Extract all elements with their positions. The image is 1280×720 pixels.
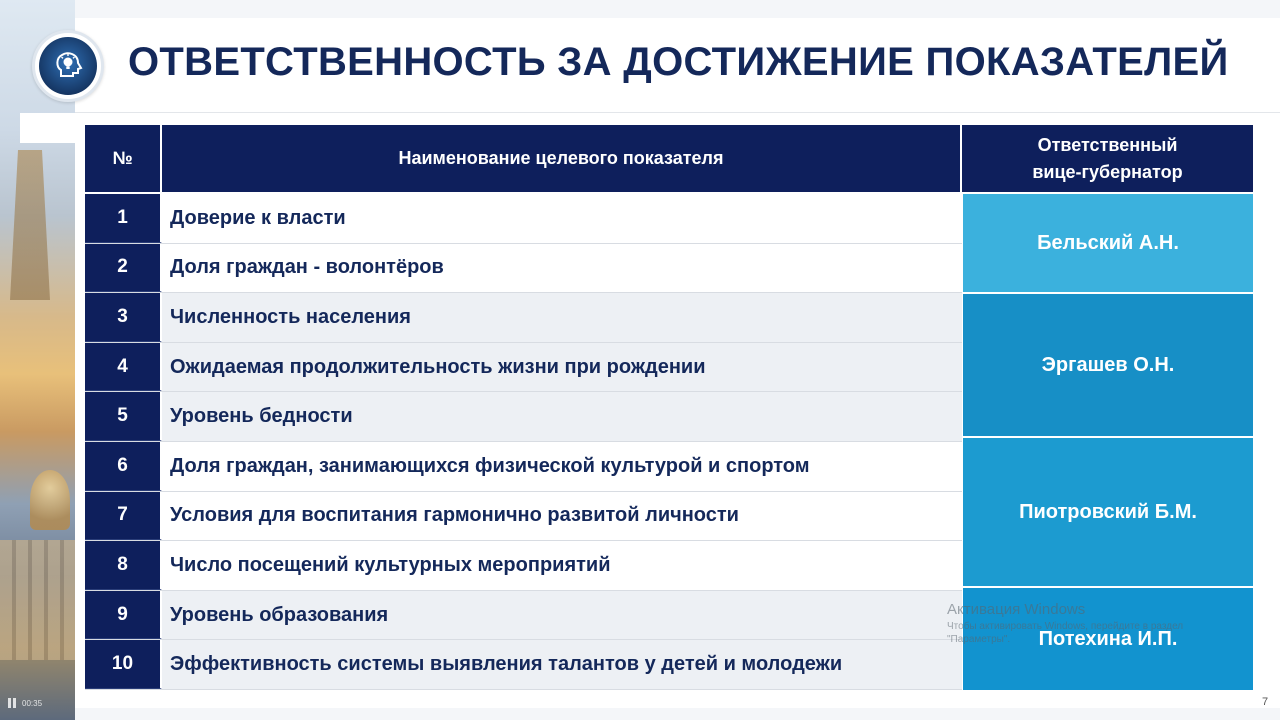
header-corner (20, 113, 75, 143)
table-row (85, 591, 962, 641)
watermark-title: Активация Windows (947, 601, 1086, 618)
row-number: 6 (85, 442, 162, 491)
page-title: ОТВЕТСТВЕННОСТЬ ЗА ДОСТИЖЕНИЕ ПОКАЗАТЕЛЕЙ (128, 40, 1229, 84)
indicator-name: Уровень образования (162, 591, 962, 640)
houses-decoration (0, 540, 75, 660)
header-responsible-line1: Ответственный (1037, 134, 1178, 155)
row-number: 10 (85, 640, 162, 689)
table-row (85, 541, 962, 591)
indicator-name: Доля граждан, занимающихся физической культурой и спортом (162, 442, 962, 491)
logo (32, 30, 104, 102)
table-row (85, 343, 962, 393)
responsible-cell: Потехина И.П. (963, 588, 1253, 690)
indicator-name: Уровень бедности (162, 392, 962, 441)
indicator-name: Число посещений культурных мероприятий (162, 541, 962, 590)
row-number: 2 (85, 244, 162, 293)
row-number: 7 (85, 492, 162, 541)
table-row (85, 194, 962, 244)
video-player-controls (8, 696, 70, 710)
table-row (85, 640, 962, 690)
page-number: 7 (1262, 696, 1269, 708)
header-responsible (962, 125, 1253, 192)
responsible-cell: Пиотровский Б.М. (963, 438, 1253, 586)
head-lightbulb-icon (39, 37, 97, 95)
row-number: 3 (85, 293, 162, 342)
player-time: 00:35 (22, 698, 43, 708)
watermark-subtitle: Чтобы активировать Windows, перейдите в раздел "Параметры". (947, 621, 1184, 645)
table-row (85, 492, 962, 542)
indicator-name: Доверие к власти (162, 194, 962, 243)
dome-decoration (30, 470, 70, 530)
windows-activation-watermark (947, 601, 1247, 646)
table-header (85, 125, 1253, 192)
table-row (85, 392, 962, 442)
row-number: 1 (85, 194, 162, 243)
indicator-name: Условия для воспитания гармонично развитой личности (162, 492, 962, 541)
indicator-name: Численность населения (162, 293, 962, 342)
indicator-name: Доля граждан - волонтёров (162, 244, 962, 293)
pause-icon[interactable] (8, 698, 16, 708)
table-body (85, 194, 962, 690)
table-row (85, 244, 962, 294)
responsible-cell: Эргашев О.Н. (963, 294, 1253, 436)
row-number: 8 (85, 541, 162, 590)
indicator-name: Ожидаемая продолжительность жизни при рождении (162, 343, 962, 392)
indicator-name: Эффективность системы выявления талантов у детей и молодежи (162, 640, 962, 689)
table-row (85, 293, 962, 343)
spire-decoration (10, 150, 50, 300)
header-responsible-line2: вице-губернатор (1032, 161, 1183, 182)
row-number: 5 (85, 392, 162, 441)
header-name: Наименование целевого показателя (162, 125, 962, 192)
table-row (85, 442, 962, 492)
row-number: 9 (85, 591, 162, 640)
background-photo (0, 0, 75, 720)
responsible-cell: Бельский А.Н. (963, 194, 1253, 292)
row-number: 4 (85, 343, 162, 392)
header-num: № (85, 125, 162, 192)
